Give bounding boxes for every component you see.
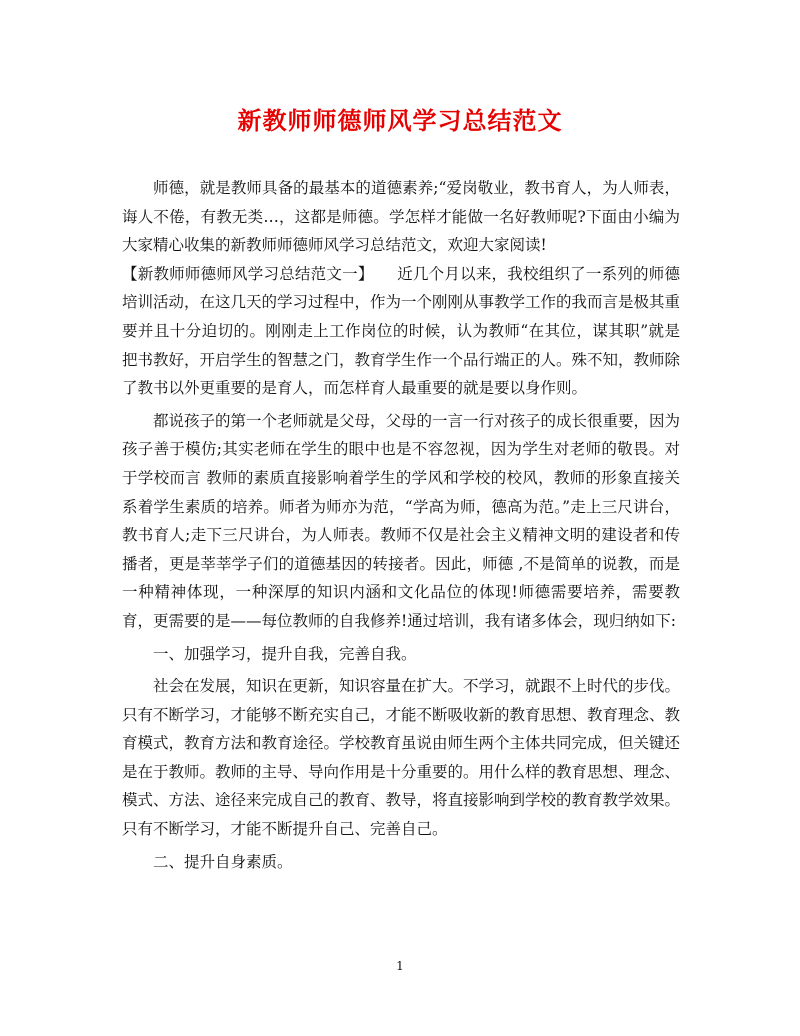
document-body (122, 174, 680, 876)
page-number: 1 (396, 959, 404, 973)
document-title: 新教师师德师风学习总结范文 (237, 106, 563, 135)
section-heading-one: 一、加强学习，提升自我，完善自我。 (153, 644, 417, 663)
paragraph-intro: 师德，就是教师具备的最基本的道德素养;“爱岗敬业，教书育人，为人师表，诲人不倦，有教无类…，这都是师德。学怎样才能做一名好教师呢?下面由小编为大家精心收集的新教师师德师风学习总结范文，欢迎大家阅读! (122, 179, 680, 255)
paragraph-learning: 社会在发展，知识在更新，知识容量在扩大。不学习，就跟不上时代的步伐。只有不断学习，才能够不断充实自己，才能不断吸收新的教育思想、教育理念、教育模式，教育方法和教育途径。学校教育虽说由师生两个主体共同完成，但关键还是在于教师。教师的主导、导向作用是十分重要的。用什么样的教育思想、理念、模式、方法、途径来完成自己的教育、教导，将直接影响到学校的教育教学效果。只有不断学习，才能不断提升自己、完善自己。 (122, 677, 681, 839)
section-heading-two: 二、提升自身素质。 (153, 852, 293, 871)
paragraph-first-teacher: 都说孩子的第一个老师就是父母，父母的一言一行对孩子的成长很重要，因为孩子善于模仿;其实老师在学生的眼中也是不容忽视，因为学生对老师的敬畏。对于学校而言 教师的素质直接影响着学生的学风和学校的校风，教师的形象直接关系着学生素质的培养。师者为师亦为范，“学高为师，德高为范。”走上三尺讲台，教书育人;走下三尺讲台，为人师表。教师不仅是社会主义精神文明的建设者和传播者，更是莘莘学子们的道德基因的转接者。因此，师德 ,不是简单的说教，而是一种精神体现，一种深厚的知识内涵和文化品位的体现!师德需要培养，需要教育，更需要的是——每位教师的自我修养!通过培训，我有诸多体会，现归纳如下: (122, 411, 681, 630)
paragraph-essay-one: 【新教师师德师风学习总结范文一】 近几个月以来，我校组织了一系列的师德培训活动，在这几天的学习过程中，作为一个刚刚从事教学工作的我而言是极其重要并且十分迫切的。刚刚走上工作岗位的时候，认为教师“在其位，谋其职”就是把书教好，开启学生的智慧之门，教育学生作一个品行端正的人。殊不知，教师除了教书以外更重要的是育人，而怎样育人最重要的就是要以身作则。 (122, 264, 681, 398)
